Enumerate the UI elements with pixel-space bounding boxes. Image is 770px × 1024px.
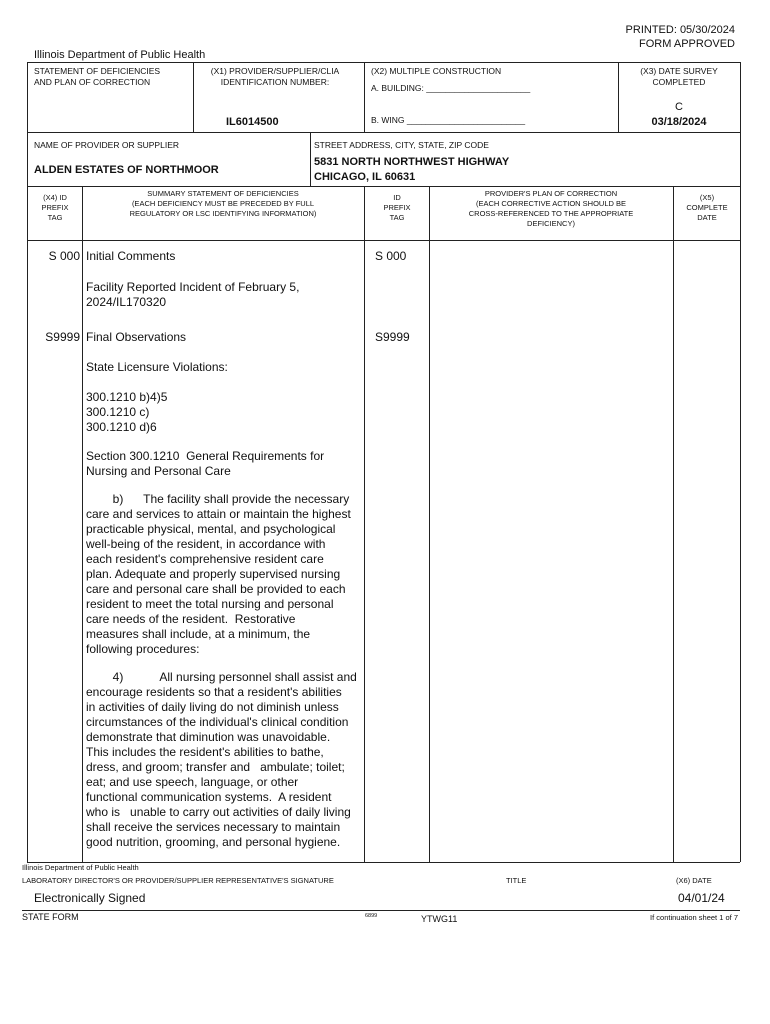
row-id: S9999	[375, 330, 410, 344]
form-number: 6899	[365, 913, 378, 919]
form-approved: FORM APPROVED	[639, 38, 735, 50]
x1-label: (X1) PROVIDER/SUPPLIER/CLIA IDENTIFICATION NUMBER:	[210, 66, 340, 87]
address-line1: 5831 NORTH NORTHWEST HIGHWAY	[314, 156, 510, 168]
statement-label: STATEMENT OF DEFICIENCIES AND PLAN OF CORRECTION	[34, 66, 161, 87]
row-text: 300.1210 b)4)5 300.1210 c) 300.1210 d)6	[86, 390, 168, 434]
row-tag: S 000	[48, 249, 80, 263]
continuation-sheet: If continuation sheet 1 of 7	[650, 913, 738, 922]
signature-label: LABORATORY DIRECTOR'S OR PROVIDER/SUPPLIER REPRESENTATIVE'S SIGNATURE	[22, 876, 334, 885]
event-id: YTWG11	[421, 914, 458, 924]
footer-agency: Illinois Department of Public Health	[22, 863, 139, 872]
x2-wing: B. WING _________________________	[371, 115, 526, 125]
row-text: Section 300.1210 General Requirements for Nursing and Personal Care	[86, 449, 325, 478]
row-text: Initial Comments	[86, 249, 176, 263]
col-x5-header: (X5) COMPLETE DATE	[686, 193, 728, 222]
printed-date: PRINTED: 05/30/2024	[625, 24, 735, 36]
row-text: Facility Reported Incident of February 5, 2024/IL170320	[86, 280, 300, 309]
provider-name-label: NAME OF PROVIDER OR SUPPLIER	[34, 140, 179, 150]
x3-label: (X3) DATE SURVEY COMPLETED	[640, 66, 718, 87]
address-label: STREET ADDRESS, CITY, STATE, ZIP CODE	[314, 140, 489, 150]
address-line2: CHICAGO, IL 60631	[314, 171, 416, 183]
row-text: 4) All nursing personnel shall assist and encourage residents so that a resident's abilities in activities of daily living do not diminish unless circumstances of the individual's clinical condition demonstrate that diminution was unavoidable. This includes the resident's abilities to bathe, dress, and groom; transfer and ambulate; toilet; eat; and use speech, language, or other functional communication systems. A resident who is unable to carry out activities of daily living shall receive the services necessary to maintain good nutrition, grooming, and personal hygiene.	[86, 670, 357, 849]
signature-date: 04/01/24	[678, 891, 725, 905]
signature-value: Electronically Signed	[34, 891, 146, 905]
row-id: S 000	[375, 249, 407, 263]
col-id-header: ID PREFIX TAG	[383, 193, 411, 222]
x3-date: 03/18/2024	[651, 116, 707, 128]
state-form: STATE FORM	[22, 912, 79, 922]
col-x4-header: (X4) ID PREFIX TAG	[41, 193, 69, 222]
col-plan-header: PROVIDER'S PLAN OF CORRECTION (EACH CORRECTIVE ACTION SHOULD BE CROSS-REFERENCED TO THE APPROPRIATE DEFICIENCY)	[468, 189, 634, 228]
x2-label: (X2) MULTIPLE CONSTRUCTION	[371, 66, 502, 76]
date-label: (X6) DATE	[676, 876, 712, 885]
x3-code: C	[675, 101, 683, 113]
title-label: TITLE	[506, 876, 527, 885]
col-summary-header: SUMMARY STATEMENT OF DEFICIENCIES (EACH DEFICIENCY MUST BE PRECEDED BY FULL REGULATORY OR LSC IDENTIFYING INFORMATION)	[129, 189, 317, 218]
row-tag: S9999	[45, 330, 80, 344]
agency-name: Illinois Department of Public Health	[34, 49, 206, 61]
provider-name: ALDEN ESTATES OF NORTHMOOR	[34, 164, 219, 176]
row-text: State Licensure Violations:	[86, 360, 228, 374]
x2-building: A. BUILDING: ______________________	[371, 83, 531, 93]
provider-id: IL6014500	[226, 116, 279, 128]
row-text: Final Observations	[86, 330, 187, 344]
row-text: b) The facility shall provide the necessary care and services to attain or maintain the highest practicable physical, mental, and psychological well-being of the resident, in accordance with each resident's comprehensive resident care plan. Adequate and properly supervised nursing care and personal care shall be provided to each resident to meet the total nursing and personal care needs of the resident. Restorative measures shall include, at a minimum, the following procedures:	[86, 492, 351, 656]
